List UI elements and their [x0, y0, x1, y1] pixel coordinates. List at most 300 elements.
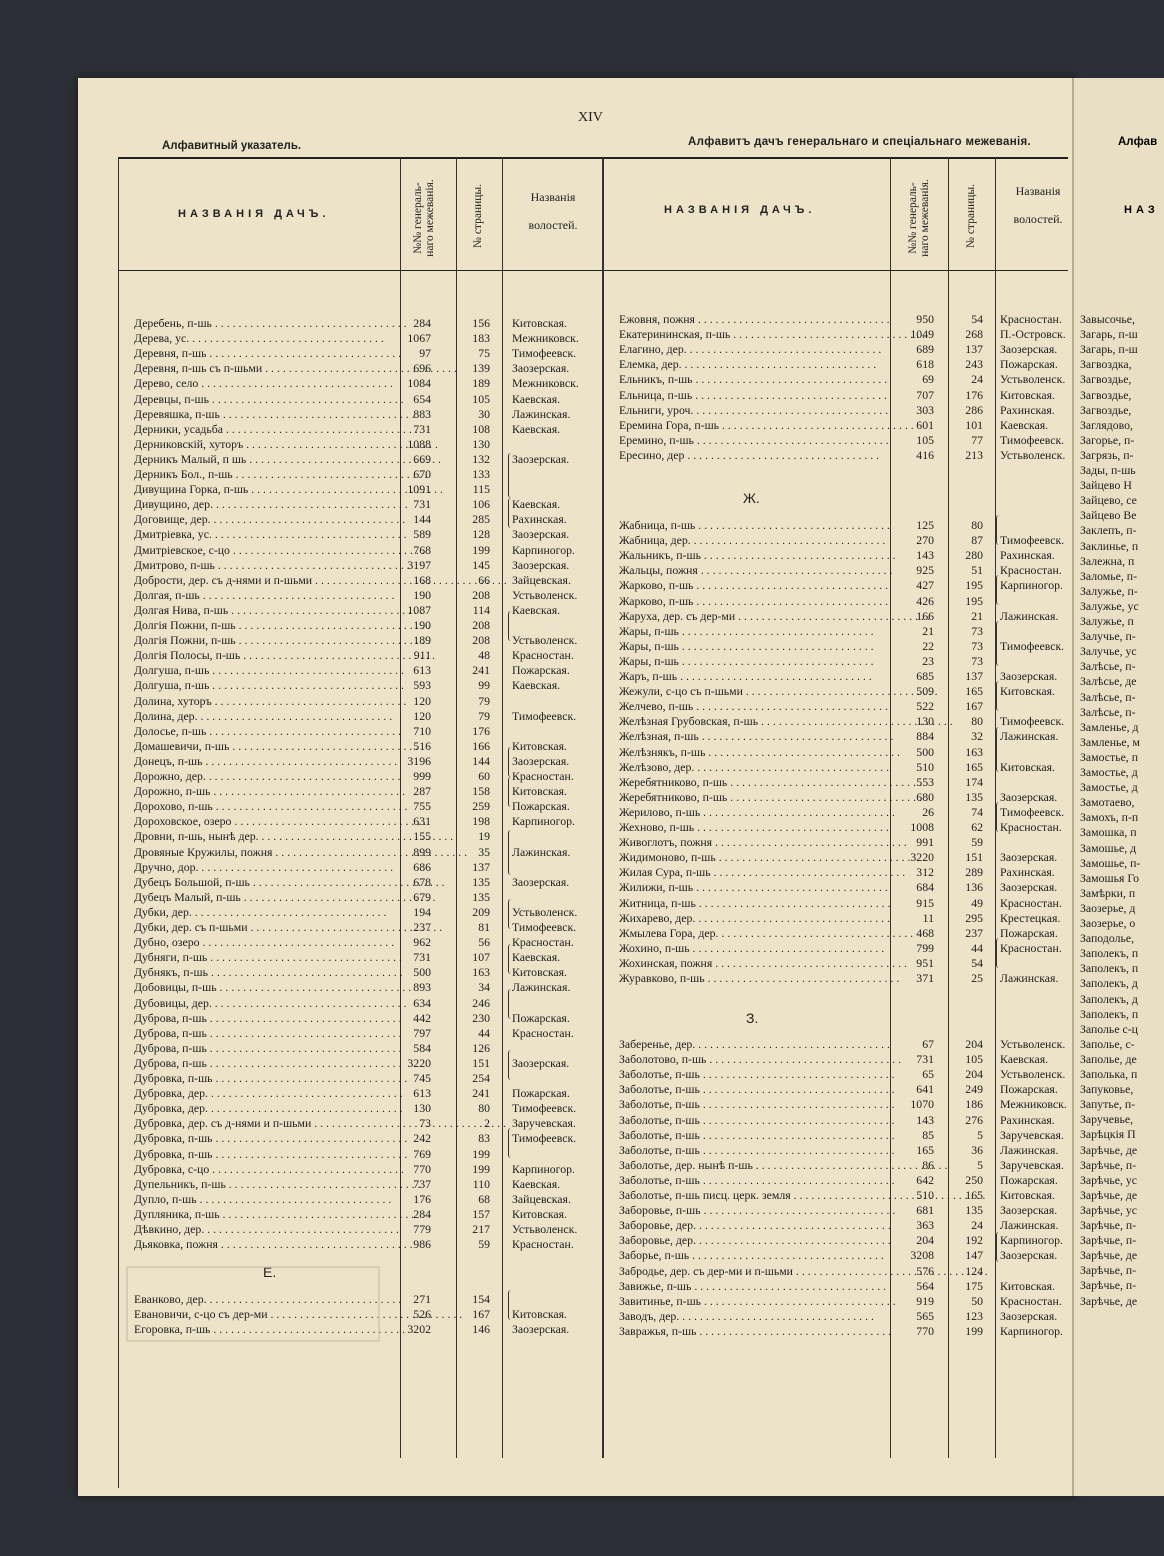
estate-name: Дровни, п-шь, нынѣ дер. . . .: [134, 829, 396, 844]
estate-name: Жальникъ, п-шь . . .: [619, 548, 889, 563]
volost-name: Каевская.: [512, 602, 561, 617]
volost-name: Красностан.: [1000, 563, 1062, 578]
estate-name: Дорожно, дер. . . .: [134, 769, 396, 784]
volost-name: Межниковск.: [1000, 1097, 1067, 1112]
header-rule: [118, 157, 1068, 159]
page-ref: 75: [478, 346, 490, 361]
page-ref: 135: [472, 874, 490, 889]
next-page-row: Залѣсье, п-: [1080, 689, 1136, 704]
page-ref: 208: [472, 587, 490, 602]
estate-name: Дуброва, п-шь . . .: [134, 1026, 396, 1041]
table-row: [78, 669, 1078, 684]
volost-name: Устьволенск.: [512, 904, 578, 919]
survey-number: 442: [413, 1010, 431, 1025]
volost-name: Зайцевская.: [512, 1191, 571, 1206]
volost-name: Лажинская.: [1000, 1218, 1059, 1233]
survey-number: 686: [413, 859, 431, 874]
volost-name: Пожарская.: [512, 1086, 570, 1101]
page-ref: 79: [478, 708, 490, 723]
estate-name: Жабница, п-шь . . .: [619, 518, 889, 533]
estate-name: Жарково, п-шь . . .: [619, 594, 889, 609]
page-ref: 157: [472, 1206, 490, 1221]
survey-number: 1091: [407, 482, 431, 497]
estate-name: Ересино, дер . . .: [619, 448, 889, 463]
page-ref: 192: [965, 1233, 983, 1248]
table-row: [78, 1113, 1078, 1128]
volost-name: Каевская.: [1000, 1052, 1049, 1067]
table-row: [78, 896, 1078, 911]
next-page-row: Залужье, п-: [1080, 583, 1138, 598]
table-row: [78, 594, 1078, 609]
estate-name: Дивущина Горка, п-шь . . .: [134, 482, 396, 497]
page-ref: 25: [971, 971, 983, 985]
volost-name: Лажинская.: [512, 844, 571, 859]
estate-name: Долина, дер. . . .: [134, 709, 396, 724]
next-page-row: Заклинье, п: [1080, 538, 1139, 553]
next-page-row: Замленье, м: [1080, 734, 1141, 749]
table-row: [78, 1203, 1078, 1218]
volost-name: Пожарская.: [512, 799, 570, 814]
volost-name: Устьволенск.: [1000, 372, 1066, 387]
estate-name: Дубровка, дер. . . .: [134, 1101, 396, 1116]
estate-name: Еремина Гора, п-шь . . .: [619, 418, 889, 433]
survey-number: 915: [916, 895, 934, 910]
column-header-gen: №№ генераль- наго межеванiя.: [412, 179, 436, 257]
next-page-row: Зарѣцкiя П: [1080, 1127, 1136, 1142]
estate-name: Жехново, п-шь . . .: [619, 820, 889, 835]
estate-name: Дерники, усадьба . . .: [134, 422, 396, 437]
estate-name: Деревяшка, п-шь . . .: [134, 407, 396, 422]
survey-number: 73: [419, 1116, 431, 1131]
survey-number: 284: [413, 1206, 431, 1221]
survey-number: 303: [916, 402, 934, 417]
page-ref: 106: [472, 497, 490, 512]
table-row: [78, 448, 1078, 463]
brace-mark: [508, 944, 512, 974]
table-row: [78, 1082, 1078, 1097]
next-page-row: Загрязь, п-: [1080, 447, 1134, 462]
next-page-row: Зайцево, се: [1080, 493, 1137, 508]
volost-name: Каевская.: [512, 497, 561, 512]
survey-number: 593: [413, 678, 431, 693]
survey-number: 710: [413, 723, 431, 738]
volost-name: Тимофеевск.: [1000, 638, 1065, 653]
next-page-row: Зарѣчье, п-: [1080, 1218, 1137, 1232]
page-ref: 280: [965, 548, 983, 563]
estate-name: Дубровка, с-цо . . .: [134, 1162, 396, 1177]
page-ref: 199: [472, 542, 490, 557]
survey-number: 684: [916, 880, 934, 895]
survey-number: 120: [413, 708, 431, 723]
survey-number: 189: [413, 633, 431, 648]
survey-number: 510: [916, 1188, 934, 1202]
survey-number: 613: [413, 1086, 431, 1101]
estate-name: Дубровка, п-шь . . .: [134, 1071, 396, 1086]
volost-name: Карпиногор.: [512, 542, 575, 557]
page-ref: 51: [971, 563, 983, 578]
survey-number: 165: [916, 1142, 934, 1157]
volost-name: Устьволенск.: [1000, 447, 1066, 462]
volost-name: Китовская.: [512, 1307, 567, 1322]
volost-name: Устьволенск.: [512, 633, 578, 648]
volost-name: Пожарская.: [1000, 925, 1058, 940]
survey-number: 1087: [407, 602, 431, 617]
page-ref: 163: [472, 965, 490, 980]
page-ref: 199: [965, 1323, 983, 1338]
volost-name: Китовская.: [1000, 759, 1055, 774]
column-header-page-2: № страницы.: [965, 183, 977, 249]
table-row: [78, 714, 1078, 729]
survey-number: 564: [916, 1278, 934, 1293]
page-ref: 105: [965, 1052, 983, 1067]
table-row: [78, 760, 1078, 775]
estate-name: Деревцы, п-шь . . .: [134, 392, 396, 407]
estate-name: Заболотье, п-шь . . .: [619, 1143, 889, 1158]
page-ref: 59: [971, 835, 983, 850]
next-page-row: Заполье, с-: [1080, 1036, 1135, 1051]
estate-name: Елагино, дер. . . .: [619, 342, 889, 357]
section-letter-z: З.: [746, 1010, 759, 1026]
page-ref: 123: [965, 1308, 983, 1323]
table-row: [78, 548, 1078, 563]
estate-name: Дубки, дер. съ п-шьми . . .: [134, 920, 396, 935]
survey-number: 69: [922, 372, 934, 387]
next-page-row: Зайцево Н: [1080, 478, 1132, 493]
next-page-row: Зады, п-шь: [1080, 463, 1136, 477]
page-ref: 124: [965, 1263, 983, 1278]
table-row: [78, 357, 1078, 372]
survey-number: 601: [916, 417, 934, 432]
estate-name: Живоглотъ, пожня . . .: [619, 835, 889, 850]
volost-name: Тимофеевск.: [512, 708, 577, 723]
survey-number: 509: [916, 684, 934, 699]
page-ref: 81: [478, 920, 490, 934]
page-ref: 137: [965, 669, 983, 683]
page-ref: 276: [965, 1112, 983, 1127]
estate-name: Жилая Сура, п-шь . . .: [619, 865, 889, 880]
estate-name: Дорожно, п-шь . . .: [134, 784, 396, 799]
estate-name: Дубровка, п-шь . . .: [134, 1147, 396, 1162]
next-page-row: Залѣсье, п-: [1080, 659, 1136, 674]
estate-name: Заболотово, п-шь . . .: [619, 1052, 889, 1067]
estate-name: Жарково, п-шь . . .: [619, 578, 889, 593]
table-row: [78, 418, 1078, 433]
volost-name: Заозерская.: [512, 527, 570, 542]
volost-name: П.-Островск.: [1000, 327, 1066, 342]
estate-name: Заборовье, дер. . . .: [619, 1218, 889, 1233]
volost-name: Рахинская.: [512, 512, 567, 527]
estate-name: Жмылева Гора, дер. . . .: [619, 926, 889, 941]
next-page-row: Залежна, п: [1080, 553, 1135, 568]
survey-number: 3220: [407, 1055, 431, 1070]
estate-name: Дѣвкино, дер. . . .: [134, 1222, 396, 1237]
table-row: [78, 403, 1078, 418]
estate-name: Дерниковскiй, хуторъ . . .: [134, 437, 396, 452]
volost-name: Китовская.: [512, 784, 567, 799]
page-ref: 147: [965, 1248, 983, 1263]
page-ref: 80: [971, 518, 983, 532]
volost-name: Заозерская.: [512, 753, 570, 768]
page-ref: 110: [472, 1176, 490, 1191]
page-ref: 80: [971, 714, 983, 729]
table-row: [78, 639, 1078, 654]
survey-number: 696: [413, 361, 431, 376]
estate-name: Дерникъ Бол., п-шь . . .: [134, 467, 396, 482]
estate-name: Дубецъ Большой, п-шь . . .: [134, 875, 396, 890]
volost-name: Заозерская.: [512, 361, 570, 376]
volost-name: Пожарская.: [1000, 1082, 1058, 1097]
page-ref: 156: [472, 316, 490, 330]
estate-name: Заболотье, п-шь писц. церк. земля . . .: [619, 1188, 889, 1203]
volost-name: Пожарская.: [512, 1010, 570, 1025]
estate-name: Завражья, п-шь . . .: [619, 1324, 889, 1339]
survey-number: 951: [916, 955, 934, 970]
page-ref: 175: [965, 1278, 983, 1293]
column-header-names-2: НАЗВАНIЯ ДАЧЪ.: [664, 204, 816, 216]
volost-name: Каевская.: [512, 391, 561, 406]
estate-name: Жежули, с-цо съ п-шьми . . .: [619, 684, 889, 699]
next-page-row: Загвоздье,: [1080, 372, 1132, 387]
next-page-row: Заполекъ, п: [1080, 946, 1139, 961]
survey-number: 143: [916, 1112, 934, 1127]
next-page-row: Зарѣчье, де: [1080, 1293, 1138, 1308]
estate-name: Дубровка, дер. съ д-нями и п-шьми . . .: [134, 1116, 396, 1131]
estate-name: Жихарево, дер. . . .: [619, 911, 889, 926]
page-ref: 135: [472, 889, 490, 904]
page-ref: 243: [965, 357, 983, 372]
survey-number: 670: [413, 467, 431, 481]
survey-number: 144: [413, 512, 431, 527]
estate-name: Жары, п-шь . . .: [619, 624, 889, 639]
table-row: [78, 482, 1078, 497]
volost-name: Заозерская.: [1000, 1248, 1058, 1263]
page-ref: 217: [472, 1222, 490, 1236]
page-ref: 74: [971, 804, 983, 819]
estate-name: Долосье, п-шь . . .: [134, 724, 396, 739]
volost-name: Карпиногор.: [1000, 1233, 1063, 1248]
volost-name: Устьволенск.: [512, 587, 578, 602]
page-ref: 48: [478, 648, 490, 663]
page-ref: 145: [472, 557, 490, 572]
volost-name: Китовская.: [1000, 387, 1055, 402]
page-ref: 54: [971, 955, 983, 970]
page-ref: 137: [472, 859, 490, 874]
estate-name: Заболотье, п-шь . . .: [619, 1097, 889, 1112]
estate-name: Долгая Нива, п-шь . . .: [134, 603, 396, 618]
table-row: [78, 327, 1078, 342]
page-ref: 204: [965, 1067, 983, 1082]
page-ref: 36: [971, 1142, 983, 1157]
next-page-row: Заполье с-ц: [1080, 1021, 1138, 1036]
volost-name: Тимофеевск.: [512, 920, 577, 934]
volost-name: Красностан.: [512, 935, 574, 950]
estate-name: Ежовня, пожня . . .: [619, 312, 889, 327]
volost-name: Заозерская.: [512, 451, 570, 466]
volost-name: Китовская.: [512, 965, 567, 980]
survey-number: 679: [413, 889, 431, 904]
page-ref: 241: [472, 1086, 490, 1101]
volost-name: Каевская.: [512, 421, 561, 436]
survey-number: 522: [916, 699, 934, 714]
table-row: [78, 790, 1078, 805]
survey-number: 797: [413, 1025, 431, 1040]
survey-number: 999: [413, 769, 431, 783]
page-ref: 151: [965, 850, 983, 865]
next-page-row: Замостье, д: [1080, 780, 1138, 795]
volost-name: Красностан.: [1000, 895, 1062, 910]
volost-name: Рахинская.: [1000, 402, 1055, 417]
page-ref: 135: [965, 789, 983, 804]
volost-name: Красностан.: [512, 1237, 574, 1252]
survey-number: 576: [916, 1263, 934, 1278]
volost-name: Заозерская.: [1000, 789, 1058, 804]
next-page-row: Залучье, ус: [1080, 644, 1137, 659]
next-page-row: Зарѣчье, п-: [1080, 1278, 1137, 1293]
next-page-row: Замленье, д: [1080, 719, 1139, 734]
survey-number: 731: [916, 1052, 934, 1067]
estate-name: Желѣзово, дер. . . .: [619, 760, 889, 775]
next-page-row: Зарѣчье, п-: [1080, 1233, 1137, 1248]
survey-number: 768: [413, 542, 431, 557]
next-page-row: Замотаево,: [1080, 795, 1135, 810]
survey-number: 631: [413, 814, 431, 829]
estate-name: Жохино, п-шь . . .: [619, 941, 889, 956]
estate-name: Долгiя Пожни, п-шь . . .: [134, 633, 396, 648]
estate-name: Жидимоново, п-шь . . .: [619, 850, 889, 865]
brace-mark: [996, 802, 1000, 832]
table-row: [78, 850, 1078, 865]
table-row: [78, 865, 1078, 880]
column-header-volost-2: Названiя волостей.: [1013, 184, 1063, 226]
survey-number: 3208: [910, 1248, 934, 1263]
survey-number: 371: [916, 971, 934, 985]
page-ref: 101: [965, 417, 983, 432]
estate-name: Заболотье, п-шь . . .: [619, 1082, 889, 1097]
estate-name: Дубки, дер. . . .: [134, 905, 396, 920]
page-ref: 24: [971, 1218, 983, 1233]
survey-number: 770: [916, 1323, 934, 1338]
survey-number: 166: [916, 608, 934, 623]
page-ref: 151: [472, 1055, 490, 1070]
survey-number: 1084: [407, 376, 431, 391]
survey-number: 737: [413, 1176, 431, 1191]
page-ref: 195: [965, 593, 983, 608]
survey-number: 1049: [910, 327, 934, 342]
brace-mark: [996, 681, 1000, 711]
page-ref: 286: [965, 402, 983, 417]
survey-number: 22: [922, 638, 934, 653]
volost-name: Устьволенск.: [1000, 1067, 1066, 1082]
survey-number: 85: [922, 1127, 934, 1142]
next-page-row: Заполекъ, д: [1080, 976, 1138, 991]
volost-name: Красностан.: [1000, 940, 1062, 955]
estate-name: Долгiя Полосы, п-шь . . .: [134, 648, 396, 663]
estate-name: Дубно, озеро . . .: [134, 935, 396, 950]
table-row: [78, 1218, 1078, 1233]
table-row: [78, 624, 1078, 639]
next-page-row: Заозерье, д: [1080, 900, 1136, 915]
estate-name: Дмитрiевка, ус. . . .: [134, 527, 396, 542]
estate-name: Желѣзная Грубовская, п-шь . . .: [619, 714, 889, 729]
page-ref: 195: [965, 578, 983, 593]
page-ref: 132: [472, 451, 490, 466]
page-ref: 68: [478, 1191, 490, 1206]
survey-number: 426: [916, 593, 934, 608]
column-header-page: № страницы.: [472, 183, 484, 249]
table-row: [78, 342, 1078, 357]
estate-name: Жеребятниково, п-шь . . .: [619, 775, 889, 790]
survey-number: 986: [413, 1237, 431, 1252]
survey-number: 194: [413, 904, 431, 919]
volost-name: Карпиногор.: [1000, 578, 1063, 593]
volost-name: Рахинская.: [1000, 548, 1055, 563]
survey-number: 130: [413, 1101, 431, 1116]
page-ref: 87: [971, 533, 983, 548]
survey-number: 65: [922, 1067, 934, 1082]
volost-name: Заозерская.: [1000, 850, 1058, 865]
next-page-row: Зарѣчье, п-: [1080, 1157, 1137, 1172]
page-ref: 2: [484, 1116, 490, 1131]
estate-name: Дубровка, дер. . . .: [134, 1086, 396, 1101]
volost-name: Китовская.: [512, 1206, 567, 1221]
next-page-row: Замошье, п-: [1080, 855, 1141, 870]
volost-name: Пожарская.: [1000, 1172, 1058, 1187]
table-row: [78, 1128, 1078, 1143]
next-page-row: Залучье, п-: [1080, 629, 1136, 644]
estate-name: Деревня, п-шь . . .: [134, 346, 396, 361]
estate-name: Заборовье, п-шь . . .: [619, 1203, 889, 1218]
estate-name: Договище, дер. . . .: [134, 512, 396, 527]
next-page-row: Загорье, п-: [1080, 432, 1135, 447]
estate-name: Деревня, п-шь съ п-шьми . . .: [134, 361, 396, 376]
survey-number: 799: [916, 940, 934, 955]
page-ref: 115: [472, 482, 490, 497]
table-row: [78, 372, 1078, 387]
volost-name: Красностан.: [512, 769, 574, 783]
volost-name: Тимофеевск.: [1000, 432, 1065, 447]
table-row: [78, 433, 1078, 448]
page-ref: 176: [965, 387, 983, 402]
estate-name: Жерилово, п-шь . . .: [619, 805, 889, 820]
table-row: [78, 775, 1078, 790]
next-page-row: Заклепъ, п-: [1080, 523, 1137, 538]
survey-number: 731: [413, 950, 431, 965]
table-row: [78, 684, 1078, 699]
brace-mark: [996, 621, 1000, 666]
brace-mark: [508, 1050, 512, 1080]
survey-number: 23: [922, 653, 934, 668]
estate-name: Дручно, дор. . . .: [134, 860, 396, 875]
next-page: [1072, 78, 1164, 1496]
survey-number: 204: [916, 1233, 934, 1248]
table-row: [78, 1097, 1078, 1112]
estate-name: Дьяковка, пожня . . .: [134, 1237, 396, 1252]
volost-name: Китовская.: [512, 738, 567, 753]
survey-number: 287: [413, 784, 431, 799]
survey-number: 242: [413, 1131, 431, 1146]
volost-name: Межниковск.: [512, 331, 579, 346]
volost-name: Заозерская.: [512, 1055, 570, 1070]
next-page-row: Замостье, п: [1080, 749, 1139, 764]
estate-name: Дубовицы, дер. . . .: [134, 996, 396, 1011]
page-ref: 208: [472, 633, 490, 648]
table-row: [78, 388, 1078, 403]
estate-name: Житница, п-шь . . .: [619, 896, 889, 911]
next-page-row: Зарѣчье, де: [1080, 1142, 1138, 1157]
header-left: Алфавитный указатель.: [162, 140, 302, 152]
column-header-names: НАЗВАНIЯ ДАЧЪ.: [178, 208, 330, 220]
volost-name: Лажинская.: [1000, 971, 1059, 985]
